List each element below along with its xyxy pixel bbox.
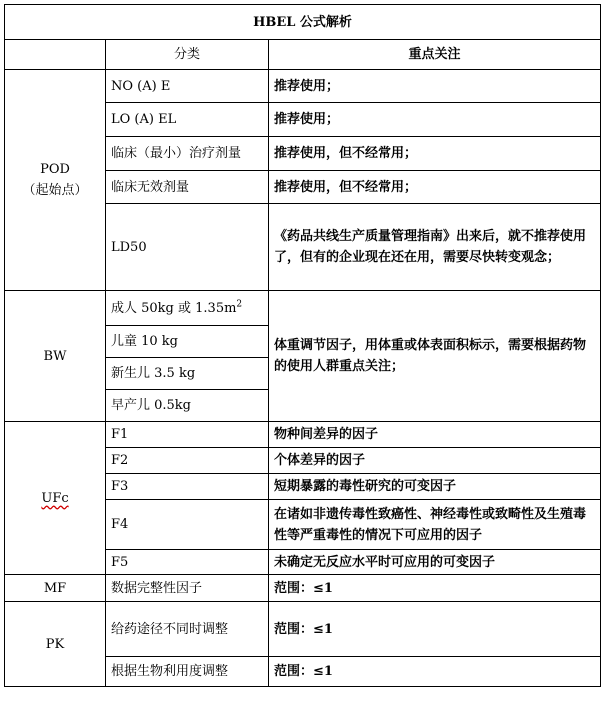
ufc-group-label <box>5 422 106 575</box>
category-cell: 临床（最小）治疗剂量 <box>106 137 269 171</box>
bw-focus-cell: 体重调节因子，用体重或体表面积标示，需要根据药物的使用人群重点关注； <box>269 291 601 422</box>
focus-cell: 推荐使用； <box>269 103 601 137</box>
category-cell: LO (A) EL <box>106 103 269 137</box>
category-cell: 给药途径不同时调整 <box>106 602 269 657</box>
mf-group-label: MF <box>5 575 106 602</box>
category-cell: NO (A) E <box>106 70 269 103</box>
pk-group-label: PK <box>5 602 106 687</box>
pod-label: POD <box>40 162 70 177</box>
category-cell: F1 <box>106 422 269 448</box>
pod-sublabel: （起始点） <box>22 183 88 198</box>
header-focus: 重点关注 <box>269 40 601 70</box>
focus-cell: 范围：≤1 <box>269 575 601 602</box>
ufc-label: UFc <box>41 490 69 506</box>
category-cell: LD50 <box>106 204 269 291</box>
category-cell: 根据生物利用度调整 <box>106 657 269 687</box>
focus-cell: 《药品共线生产质量管理指南》出来后，就不推荐使用了，但有的企业现在还在用，需要尽快转变观念； <box>269 204 601 291</box>
category-cell: 儿童 10 kg <box>106 326 269 358</box>
category-cell: 早产儿 0.5kg <box>106 390 269 422</box>
focus-cell: 未确定无反应水平时可应用的可变因子 <box>269 550 601 575</box>
table-row <box>5 422 601 448</box>
bw-group-label: BW <box>5 291 106 422</box>
focus-cell: 推荐使用，但不经常用； <box>269 171 601 204</box>
table-title: HBEL 公式解析 <box>5 5 601 40</box>
pod-group-label <box>5 70 106 291</box>
category-cell <box>106 291 269 326</box>
focus-cell: 推荐使用； <box>269 70 601 103</box>
table-row <box>5 291 601 326</box>
table-row <box>5 70 601 103</box>
focus-cell: 在诸如非遗传毒性致癌性、神经毒性或致畸性及生殖毒性等严重毒性的情况下可应用的因子 <box>269 500 601 550</box>
category-cell: F3 <box>106 474 269 500</box>
category-cell: F2 <box>106 448 269 474</box>
focus-cell: 推荐使用，但不经常用； <box>269 137 601 171</box>
hbel-table <box>4 4 601 687</box>
focus-cell: 范围：≤1 <box>269 602 601 657</box>
category-cell: 新生儿 3.5 kg <box>106 358 269 390</box>
focus-cell: 物种间差异的因子 <box>269 422 601 448</box>
category-cell: 临床无效剂量 <box>106 171 269 204</box>
bw-adult-sup: 2 <box>236 299 243 310</box>
table-row <box>5 575 601 602</box>
focus-cell: 范围：≤1 <box>269 657 601 687</box>
title-row <box>5 5 601 40</box>
bw-adult-text: 成人 50kg 或 1.35m <box>111 300 237 316</box>
header-empty-cell <box>5 40 106 70</box>
focus-cell: 短期暴露的毒性研究的可变因子 <box>269 474 601 500</box>
category-cell: 数据完整性因子 <box>106 575 269 602</box>
table-row <box>5 602 601 657</box>
header-row <box>5 40 601 70</box>
category-cell: F5 <box>106 550 269 575</box>
header-category: 分类 <box>106 40 269 70</box>
category-cell: F4 <box>106 500 269 550</box>
focus-cell: 个体差异的因子 <box>269 448 601 474</box>
